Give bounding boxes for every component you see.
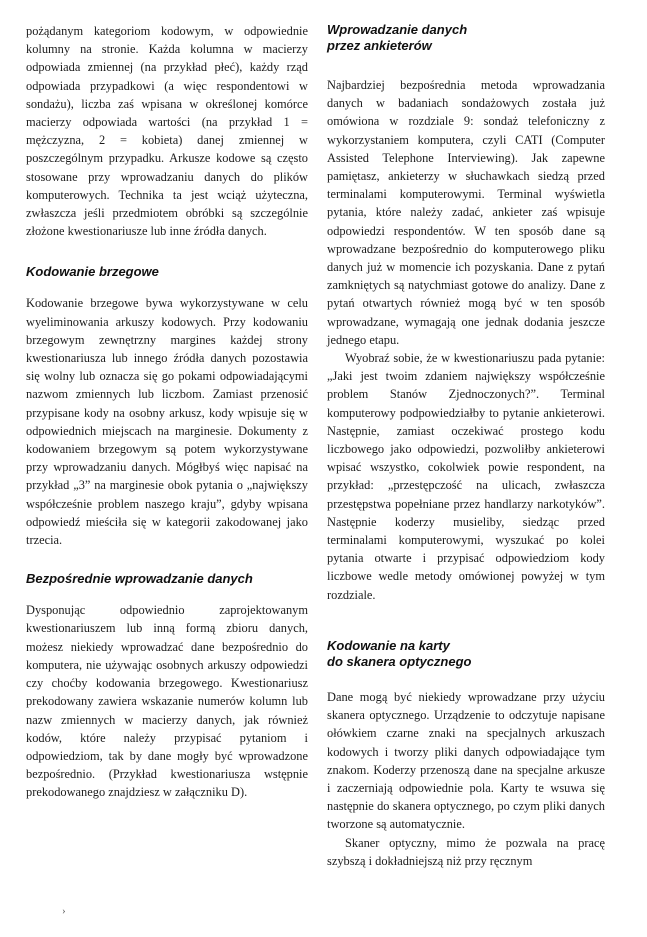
heading-wprowadzanie-przez-ankieterow [327, 22, 605, 54]
heading-kodowanie-brzegowe: Kodowanie brzegowe [26, 264, 159, 280]
left-paragraph-1: pożądanym kategoriom kodowym, w odpowiednie kolumny na stronie. Każda kolumna w macierzy odpowiada zmiennej (na przykład płeć), każdy rząd odpowiada przypadkowi (a więc respondentowi w sondażu), liczba zaś wpisana w określonej komórce macierzy odpowiada wartości (na przykład 1 = mężczyzna, 2 = kobieta) danej zmiennej w poszczególnym przypadku. Arkusze kodowe są często stosowane przy wprowadzaniu danych do plików komputerowych. Technika ta jest wciąż użyteczna, zwłaszcza jeśli przedmiotem obróbki są szczególnie złożone kwestionariusze lub inne źródła danych. [26, 24, 308, 239]
heading-line-1: Kodowanie na karty [327, 637, 450, 653]
heading-bezposrednie-wprowadzanie: Bezpośrednie wprowadzanie danych [26, 571, 253, 587]
heading-line-2: do skanera optycznego [327, 653, 472, 669]
right-paragraph-3: Dane mogą być niekiedy wprowadzane przy użyciu skanera optycznego. Urządzenie to odczytuje napisane ołówkiem czarne znaki na specjalnych arkuszach kodowych i tworzy pliki danych odpowiadające tym znakom. Koderzy przenoszą dane na specjalne arkusze i zaczerniają odpowiednie pola. Karty te wsuwa się następnie do skanera optycznego, po czym pliki danych tworzone są automatycznie. [327, 689, 605, 832]
heading-line-1: Wprowadzanie danych [327, 22, 468, 37]
page-mark: › [62, 905, 66, 917]
right-column [327, 22, 605, 870]
heading-kodowanie-na-karty [327, 638, 605, 670]
right-paragraph-2: Wyobraź sobie, że w kwestionariuszu pada pytanie: „Jaki jest twoim zdaniem największy współcześnie problem Stanów Zjednoczonych?”. Terminal komputerowy podpowiedziałby to pytanie ankieterowi. Następnie, zamiast oczekiwać prostego kodu liczbowego jako odpowiedzi, pozwoliłby ankieterowi wpisać wszystko, cokolwiek powie respondent, na przykład: „przestępczość na ulicach, zwłaszcza przestępstwa popełniane przez handlarzy narkotyków”. Następnie koderzy musieliby, siedząc przed terminalami komputerowymi, wyszukać po kolei pytania otwarte i przypisać odpowiedziom kody liczbowe wedle metody omówionej powyżej w tym rozdziale. [327, 351, 605, 602]
left-paragraph-3: Dysponując odpowiednio zaprojektowanym kwestionariuszem lub inną formą zbioru danych, możesz niekiedy wprowadzać dane bezpośrednio do komputera, nie używając osobnych arkuszy odpowiedzi czy choćby kodowania brzegowego. Kwestionariusz prekodowany zawiera wskazanie numerów kolumn lub nazw zmiennych w macierzy danych, jak również kodów, które należy przypisać pytaniom i odpowiedziom, tak by dane mogły być wprowadzone bezpośrednio. (Przykład kwestionariusza wstępnie prekodowanego znajdziesz w załączniku D). [26, 603, 308, 800]
right-paragraph-4: Skaner optyczny, mimo że pozwala na pracę szybszą i dokładniejszą niż przy ręcznym [327, 835, 605, 868]
left-column [26, 22, 308, 802]
left-paragraph-2: Kodowanie brzegowe bywa wykorzystywane w celu wyeliminowania arkuszy kodowych. Przy kodowaniu brzegowym zewnętrzny margines każdej strony kwestionariusza lub innego źródła danych pozostawia się wolny lub oznacza się go pokami odpowiadającymi nazwom zmiennych lub liczbom. Zamiast przenosić przypisane kody na osobny arkusz, kody wpisuje się w odpowiednich miejscach na marginesie. Dokumenty z kodowaniem brzegowym są potem wykorzystywane przy wprowadzaniu danych. Mógłbyś więc napisać na przykład „3” na marginesie obok pytania o „największy współcześnie problem naszego kraju”, gdyby wpisana odpowiedź mieściła się w kategorii zakodowanej jako trzecia. [26, 296, 308, 548]
heading-line-2: przez ankieterów [327, 38, 432, 53]
right-paragraph-1: Najbardziej bezpośrednia metoda wprowadzania danych w badaniach sondażowych została już omówiona w rozdziale 9: sondaż telefoniczny z wykorzystaniem komputera, czyli CATI (Computer Assisted Telephone Interviewing). Jak zapewne pamiętasz, ankieterzy w słuchawkach siedzą przed terminalami komputerowymi. Terminal wyświetla pytania, które należy zadać, ankieter zaś wpisuje odpowiedzi respondentów. W ten sposób dane są wprowadzane bezpośrednio do komputerowego pliku danych już w momencie ich pozyskania. Dane z pytań zamkniętych są natychmiast gotowe do analizy. Dane z pytań otwartych również mogą być w ten sposób wprowadzane, wymagają one jednak dodania jeszcze jednego etapu. [327, 78, 605, 347]
